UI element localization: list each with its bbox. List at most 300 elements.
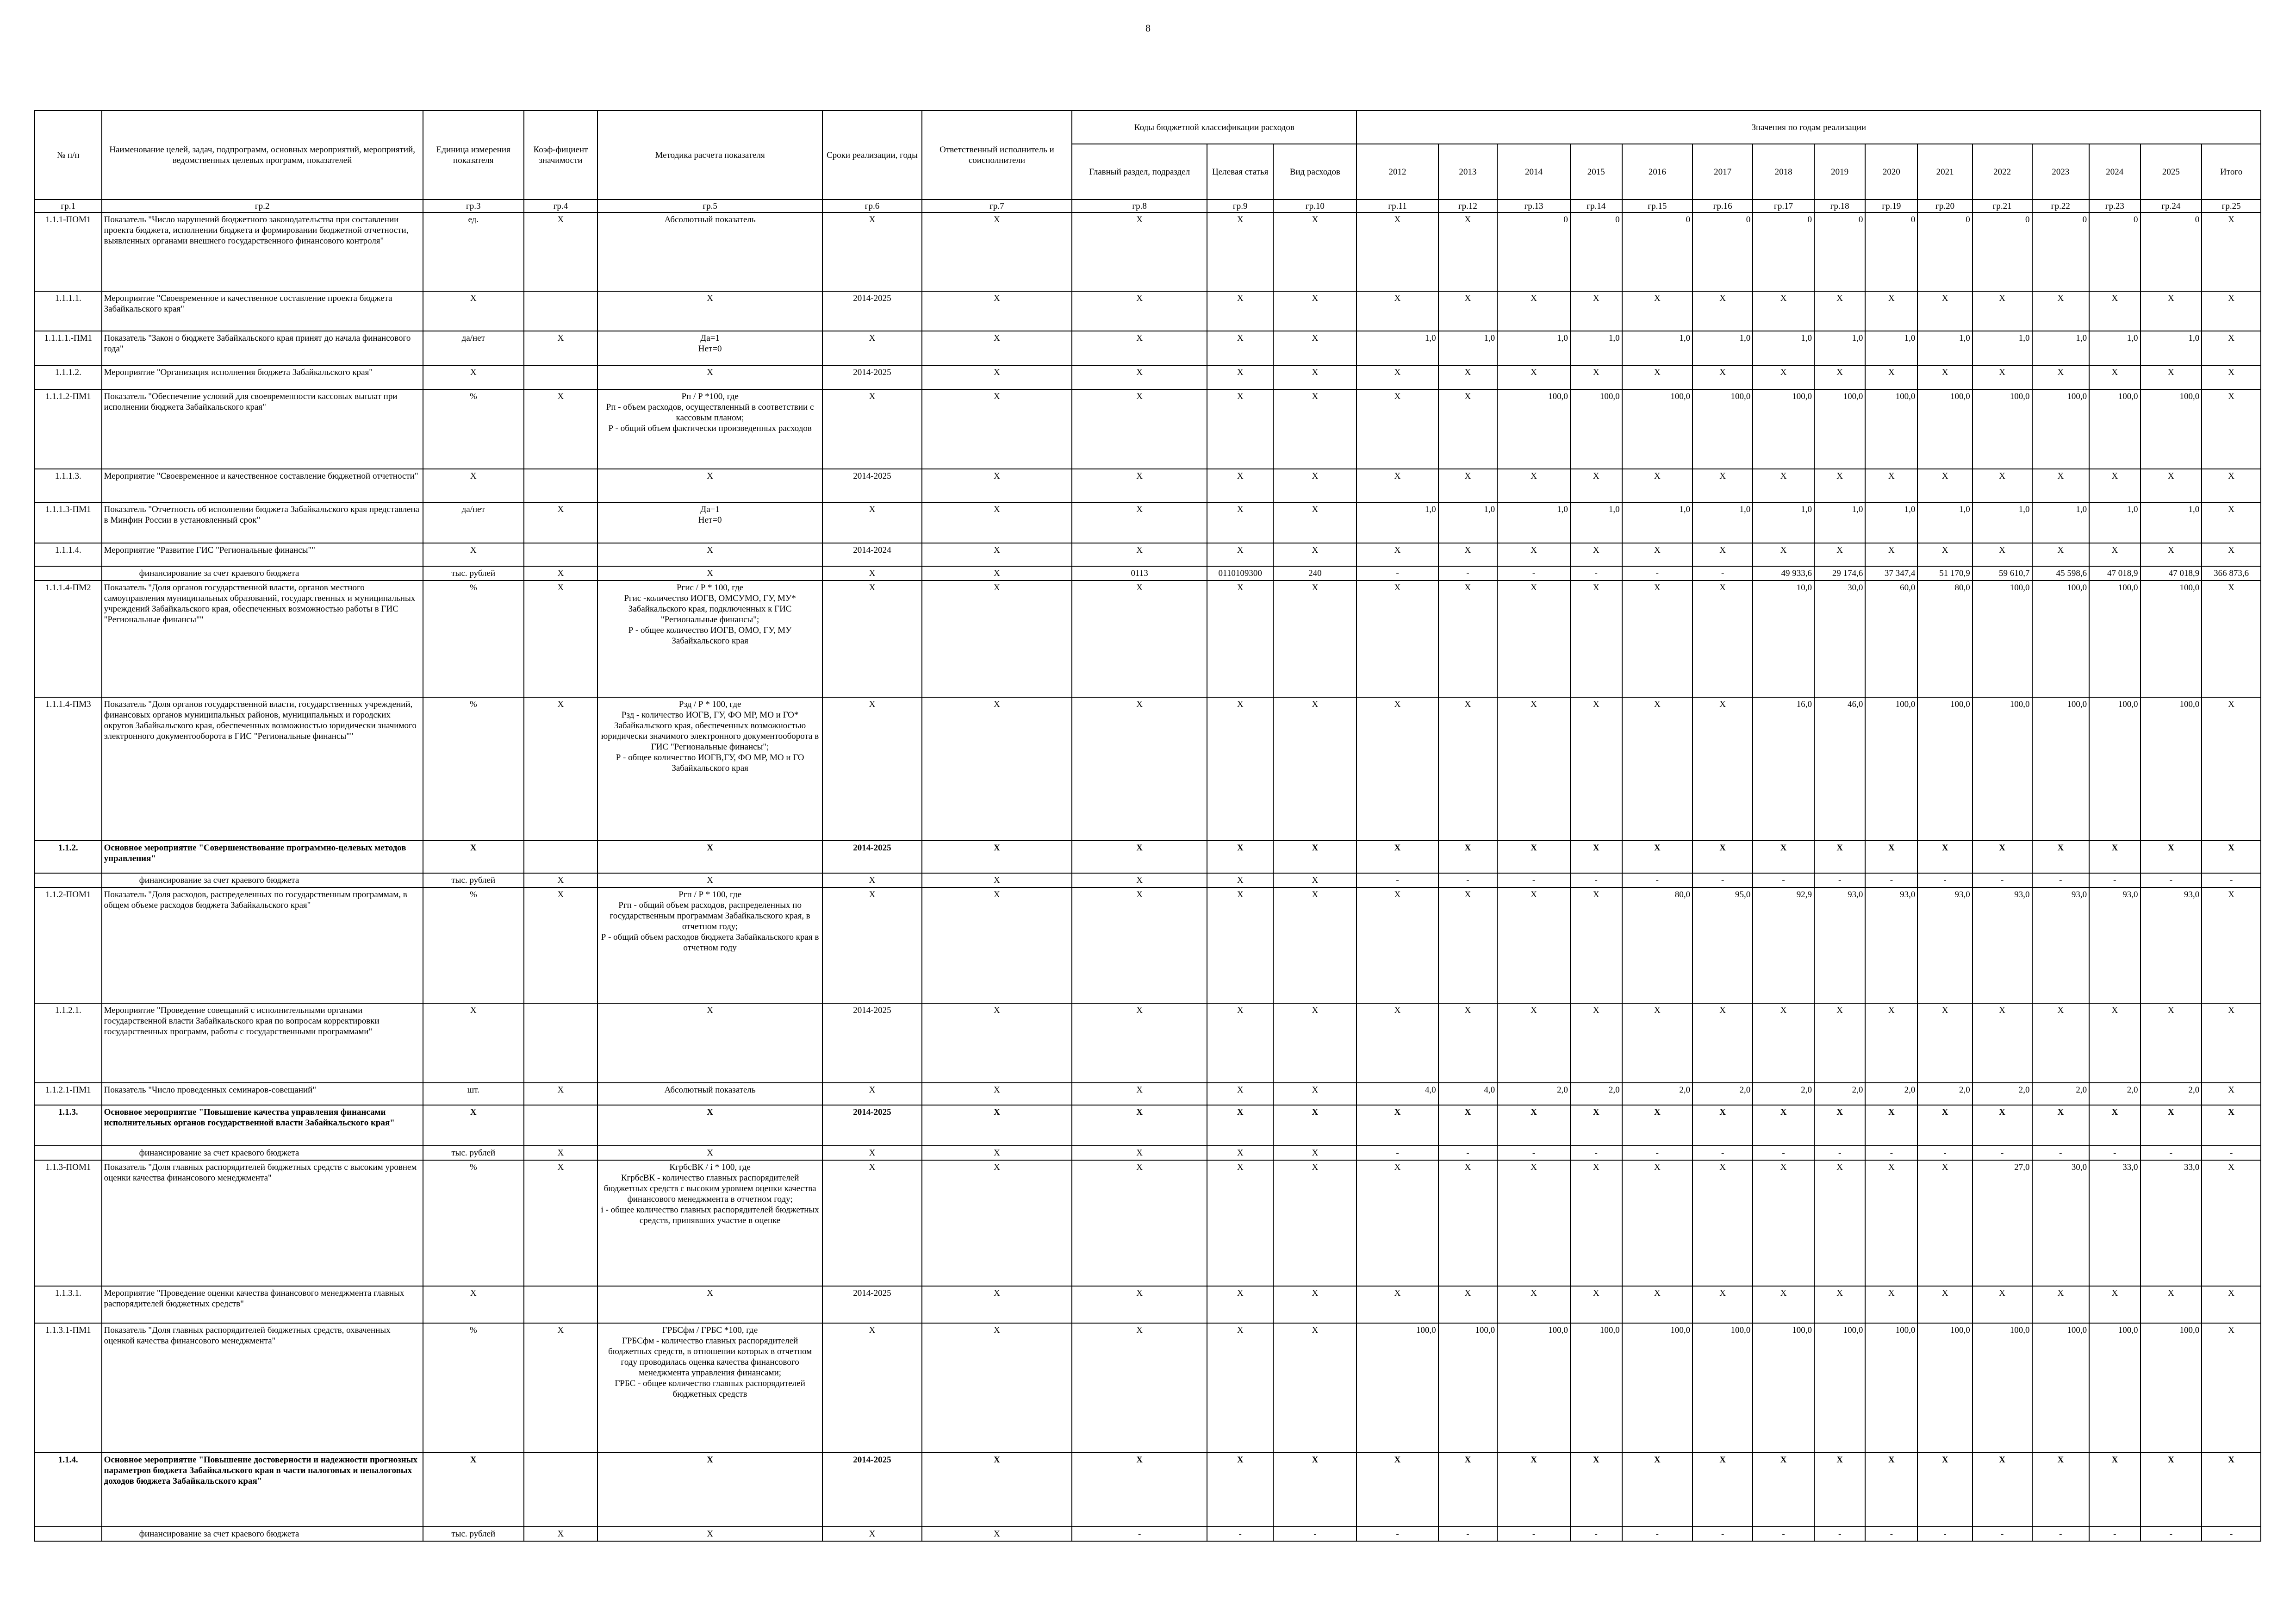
table-cell: Ргис / Р * 100, где Ргис -количество ИОГВ, ОМСУМО, ГУ, МУ* Забайкальского края, подключенных к ГИС "Региональные финансы"; Р - общее количество ИОГВ, ОМО, ГУ, МУ Забайкальского края	[597, 581, 822, 697]
table-cell: X	[1273, 697, 1356, 841]
table-cell: X	[1622, 543, 1692, 566]
table-cell: X	[922, 1146, 1072, 1160]
table-cell: 100,0	[1753, 389, 1814, 469]
table-cell: X	[1207, 697, 1273, 841]
table-cell: X	[524, 1323, 597, 1453]
table-cell: 0110109300	[1207, 566, 1273, 581]
table-cell: X	[597, 543, 822, 566]
table-cell: X	[597, 1003, 822, 1083]
table-cell: 30,0	[2032, 1160, 2090, 1286]
table-cell: 16,0	[1753, 697, 1814, 841]
group-number-cell: гр.7	[922, 200, 1072, 212]
table-cell: 1,0	[2089, 331, 2140, 365]
table-cell: X	[1207, 873, 1273, 887]
table-cell: 1,0	[1917, 331, 1972, 365]
table-cell: -	[1356, 1146, 1438, 1160]
table-cell: X	[423, 841, 524, 873]
table-cell: X	[1438, 697, 1498, 841]
table-cell: X	[524, 212, 597, 291]
table-cell: X	[1273, 1146, 1356, 1160]
table-cell: %	[423, 887, 524, 1003]
table-cell: 366 873,6	[2202, 566, 2261, 581]
table-cell: X	[1814, 291, 1865, 331]
table-cell: -	[1622, 873, 1692, 887]
table-cell: X	[922, 331, 1072, 365]
table-cell: 1,0	[1753, 502, 1814, 543]
row-name-cell: Показатель "Доля расходов, распределенных по государственным программам, в общем объеме расходов бюджета Забайкальского края"	[102, 887, 423, 1003]
table-cell: X	[2032, 1105, 2090, 1146]
table-cell: X	[1207, 543, 1273, 566]
table-cell: X	[822, 873, 921, 887]
table-cell: X	[1972, 291, 2032, 331]
table-cell: %	[423, 581, 524, 697]
table-cell: 60,0	[1865, 581, 1917, 697]
table-row	[35, 212, 2261, 291]
table-cell: X	[1207, 469, 1273, 502]
table-cell: X	[1497, 291, 1570, 331]
table-cell: 95,0	[1692, 887, 1753, 1003]
table-cell: 100,0	[1917, 697, 1972, 841]
table-cell: -	[1753, 1527, 1814, 1541]
indicators-table	[34, 110, 2261, 1542]
table-row	[35, 697, 2261, 841]
table-cell: X	[2032, 543, 2090, 566]
table-cell: -	[1497, 1146, 1570, 1160]
table-cell: X	[2032, 1453, 2090, 1527]
table-cell: X	[922, 1453, 1072, 1527]
table-cell: Абсолютный показатель	[597, 212, 822, 291]
table-cell: X	[2202, 1083, 2261, 1105]
table-cell: X	[2140, 469, 2202, 502]
table-cell: X	[524, 1527, 597, 1541]
group-number-cell: гр.24	[2140, 200, 2202, 212]
table-cell: X	[1438, 543, 1498, 566]
table-cell: 29 174,6	[1814, 566, 1865, 581]
table-cell: X	[423, 1003, 524, 1083]
table-cell: X	[1207, 1323, 1273, 1453]
table-cell: -	[1438, 566, 1498, 581]
table-row	[35, 1146, 2261, 1160]
table-cell: X	[1207, 1453, 1273, 1527]
table-cell: 93,0	[2140, 887, 2202, 1003]
table-cell: X	[1865, 1160, 1917, 1286]
table-cell: X	[1072, 1286, 1207, 1323]
table-cell: X	[597, 1453, 822, 1527]
table-cell: -	[1207, 1527, 1273, 1541]
table-cell: X	[2089, 365, 2140, 389]
group-number-cell: гр.21	[1972, 200, 2032, 212]
table-cell: X	[822, 502, 921, 543]
table-cell: X	[1497, 543, 1570, 566]
table-cell: X	[1207, 1146, 1273, 1160]
table-cell: -	[1356, 566, 1438, 581]
table-cell: X	[524, 331, 597, 365]
table-cell: X	[1917, 1286, 1972, 1323]
table-cell: X	[1570, 841, 1622, 873]
header-name: Наименование целей, задач, подпрограмм, основных мероприятий, мероприятий, ведомственных целевых программ, показателей	[102, 111, 423, 200]
table-cell: 0	[2032, 212, 2090, 291]
table-cell: X	[1356, 1286, 1438, 1323]
row-name-cell: Показатель "Доля главных распорядителей бюджетных средств, охваченных оценкой качества финансового менеджмента"	[102, 1323, 423, 1453]
table-cell	[524, 365, 597, 389]
row-number-cell	[35, 1527, 102, 1541]
table-cell: 100,0	[1917, 1323, 1972, 1453]
table-cell: 1,0	[1622, 331, 1692, 365]
table-cell: -	[2089, 873, 2140, 887]
table-cell: шт.	[423, 1083, 524, 1105]
table-cell: X	[1972, 1003, 2032, 1083]
table-cell: X	[1570, 291, 1622, 331]
table-cell: -	[1497, 873, 1570, 887]
table-cell: X	[1692, 1286, 1753, 1323]
table-cell: -	[1865, 1146, 1917, 1160]
header-year: 2025	[2140, 144, 2202, 200]
table-cell: X	[1356, 543, 1438, 566]
table-cell: X	[1753, 841, 1814, 873]
table-cell: 0113	[1072, 566, 1207, 581]
table-cell: X	[1814, 1453, 1865, 1527]
table-cell: X	[2140, 1286, 2202, 1323]
table-cell: X	[1273, 581, 1356, 697]
table-cell: X	[1356, 887, 1438, 1003]
table-cell: X	[1753, 1453, 1814, 1527]
table-cell: 100,0	[2089, 697, 2140, 841]
table-cell: X	[1917, 291, 1972, 331]
table-cell: Да=1 Нет=0	[597, 502, 822, 543]
table-cell: 0	[2089, 212, 2140, 291]
table-cell: X	[1072, 331, 1207, 365]
table-cell: X	[1917, 469, 1972, 502]
table-cell: X	[1207, 581, 1273, 697]
table-cell: X	[2202, 1453, 2261, 1527]
table-cell: X	[1753, 543, 1814, 566]
table-cell: X	[922, 1083, 1072, 1105]
group-number-cell: гр.3	[423, 200, 524, 212]
table-cell: X	[922, 502, 1072, 543]
header-unit: Единица измерения показателя	[423, 111, 524, 200]
table-cell: 1,0	[1570, 502, 1622, 543]
table-cell	[524, 469, 597, 502]
table-cell: X	[2032, 1003, 2090, 1083]
table-cell: 1,0	[2140, 502, 2202, 543]
table-cell: Ргп / Р * 100, где Ргп - общий объем расходов, распределенных по государственным программам Забайкальского края, в отчетном году; Р - общий объем расходов бюджета Забайкальского края в отчетном году	[597, 887, 822, 1003]
row-name-cell: Мероприятие "Проведение совещаний с исполнительными органами государственной власти Забайкальского края по вопросам корректировки государственных программ, работы с государственными программами"	[102, 1003, 423, 1083]
table-cell: X	[1072, 1105, 1207, 1146]
group-number-cell: гр.16	[1692, 200, 1753, 212]
table-cell: X	[1622, 1003, 1692, 1083]
table-cell: X	[1497, 469, 1570, 502]
table-cell: -	[1865, 1527, 1917, 1541]
table-cell: X	[1273, 1286, 1356, 1323]
table-row	[35, 1003, 2261, 1083]
table-cell: X	[2202, 365, 2261, 389]
table-cell: X	[1814, 1160, 1865, 1286]
table-cell: -	[1438, 1527, 1498, 1541]
table-cell: X	[922, 566, 1072, 581]
table-row	[35, 581, 2261, 697]
table-cell: X	[922, 212, 1072, 291]
table-cell: X	[1273, 331, 1356, 365]
table-cell: 59 610,7	[1972, 566, 2032, 581]
table-cell: -	[2089, 1527, 2140, 1541]
table-cell: 100,0	[1692, 1323, 1753, 1453]
table-cell: X	[2089, 469, 2140, 502]
row-name-cell: Показатель "Число проведенных семинаров-совещаний"	[102, 1083, 423, 1105]
header-year: 2013	[1438, 144, 1498, 200]
table-cell: -	[1570, 1527, 1622, 1541]
row-name-cell: Мероприятие "Своевременное и качественное составление проекта бюджета Забайкальского края"	[102, 291, 423, 331]
table-cell: 93,0	[2089, 887, 2140, 1003]
table-cell: X	[922, 1105, 1072, 1146]
table-cell: X	[1814, 365, 1865, 389]
table-cell: X	[1972, 543, 2032, 566]
table-cell: 100,0	[1917, 389, 1972, 469]
table-cell: 100,0	[1570, 389, 1622, 469]
header-year: Итого	[2202, 144, 2261, 200]
table-cell: X	[1072, 1160, 1207, 1286]
row-number-cell: 1.1.1.2.	[35, 365, 102, 389]
table-cell: X	[1438, 887, 1498, 1003]
table-cell: Рзд / Р * 100, где Рзд - количество ИОГВ, ГУ, ФО МР, МО и ГО* Забайкальского края, обеспеченных возможностью юридически значимого электронного документооборота в ГИС "Региональные финансы"; Р - общее количество ИОГВ,ГУ, ФО МР, МО и ГО Забайкальского края	[597, 697, 822, 841]
table-cell: X	[1497, 1105, 1570, 1146]
table-cell: 100,0	[1972, 697, 2032, 841]
table-cell: X	[1207, 887, 1273, 1003]
table-cell: X	[1072, 469, 1207, 502]
table-cell: 2,0	[1570, 1083, 1622, 1105]
row-name-cell: финансирование за счет краевого бюджета	[102, 566, 423, 581]
table-cell: X	[524, 1160, 597, 1286]
table-cell: X	[1356, 365, 1438, 389]
table-cell: 100,0	[1622, 1323, 1692, 1453]
table-cell: Рп / Р *100, где Рп - объем расходов, осуществленный в соответствии с кассовым планом; Р - общий объем фактически произведенных расходов	[597, 389, 822, 469]
table-cell: X	[1622, 291, 1692, 331]
table-cell: X	[1207, 1160, 1273, 1286]
table-cell: X	[1356, 1105, 1438, 1146]
table-cell: 100,0	[2089, 1323, 2140, 1453]
table-cell: ед.	[423, 212, 524, 291]
row-number-cell	[35, 873, 102, 887]
row-name-cell: Мероприятие "Развитие ГИС "Региональные финансы""	[102, 543, 423, 566]
table-cell: 1,0	[1692, 502, 1753, 543]
table-cell: X	[1356, 841, 1438, 873]
row-name-cell: Основное мероприятие "Повышение качества управления финансами исполнительных органов государственной власти Забайкальского края"	[102, 1105, 423, 1146]
table-cell: X	[1273, 1105, 1356, 1146]
table-cell: 0	[1972, 212, 2032, 291]
table-cell: 2014-2025	[822, 1453, 921, 1527]
table-cell: X	[1207, 502, 1273, 543]
table-cell: X	[1438, 1286, 1498, 1323]
table-cell: 27,0	[1972, 1160, 2032, 1286]
table-cell: 240	[1273, 566, 1356, 581]
table-row	[35, 502, 2261, 543]
table-cell: X	[524, 873, 597, 887]
table-cell: X	[2140, 1003, 2202, 1083]
table-cell	[524, 543, 597, 566]
table-cell: X	[1438, 389, 1498, 469]
header-code-article: Целевая статья	[1207, 144, 1273, 200]
group-number-cell: гр.19	[1865, 200, 1917, 212]
table-cell: X	[2140, 1105, 2202, 1146]
table-cell: %	[423, 697, 524, 841]
table-cell: X	[524, 566, 597, 581]
table-cell: X	[1753, 291, 1814, 331]
table-cell: X	[822, 1160, 921, 1286]
table-cell: 4,0	[1356, 1083, 1438, 1105]
row-name-cell: Показатель "Число нарушений бюджетного законодательства при составлении проекта бюджета, исполнении бюджета и формировании бюджетной отчетности, выявленных органами внешнего государственного финансового контроля"	[102, 212, 423, 291]
table-cell: X	[1207, 1286, 1273, 1323]
table-cell	[524, 841, 597, 873]
table-cell: -	[1622, 566, 1692, 581]
table-cell: X	[423, 1286, 524, 1323]
header-code-section: Главный раздел, подраздел	[1072, 144, 1207, 200]
table-cell: 1,0	[1865, 331, 1917, 365]
table-cell: X	[524, 1146, 597, 1160]
row-number-cell: 1.1.2.	[35, 841, 102, 873]
table-cell: X	[1356, 1003, 1438, 1083]
table-cell: тыс. рублей	[423, 566, 524, 581]
group-number-cell: гр.10	[1273, 200, 1356, 212]
table-cell: X	[1072, 1146, 1207, 1160]
table-cell: -	[2202, 1527, 2261, 1541]
row-number-cell: 1.1.3.1.	[35, 1286, 102, 1323]
table-cell: X	[423, 1453, 524, 1527]
table-cell: X	[1692, 1003, 1753, 1083]
table-cell: X	[1622, 841, 1692, 873]
table-cell: X	[1356, 1453, 1438, 1527]
table-cell: X	[423, 543, 524, 566]
table-cell: X	[1917, 1105, 1972, 1146]
table-cell: X	[1570, 581, 1622, 697]
table-cell: X	[1917, 1453, 1972, 1527]
header-responsible: Ответственный исполнитель и соисполнители	[922, 111, 1072, 200]
table-cell: X	[2032, 291, 2090, 331]
table-cell: %	[423, 1323, 524, 1453]
row-number-cell: 1.1.3.	[35, 1105, 102, 1146]
table-cell: X	[2202, 212, 2261, 291]
table-cell: X	[2140, 291, 2202, 331]
row-name-cell: Основное мероприятие "Совершенствование программно-целевых методов управления"	[102, 841, 423, 873]
table-cell: X	[1273, 212, 1356, 291]
table-cell: X	[822, 1527, 921, 1541]
table-cell: X	[822, 887, 921, 1003]
table-cell: X	[2140, 365, 2202, 389]
table-cell: 100,0	[1865, 697, 1917, 841]
table-cell: X	[922, 697, 1072, 841]
table-cell: 100,0	[2032, 389, 2090, 469]
table-cell: -	[1692, 566, 1753, 581]
table-cell: 0	[1497, 212, 1570, 291]
table-cell: 1,0	[1497, 502, 1570, 543]
table-cell: -	[2140, 873, 2202, 887]
table-cell: X	[922, 1003, 1072, 1083]
row-number-cell: 1.1.4.	[35, 1453, 102, 1527]
table-cell: X	[1865, 365, 1917, 389]
table-cell: X	[1622, 697, 1692, 841]
table-cell: 1,0	[1692, 331, 1753, 365]
table-cell: X	[1438, 212, 1498, 291]
table-cell: 30,0	[1814, 581, 1865, 697]
table-cell: 0	[1622, 212, 1692, 291]
table-cell: X	[1622, 1160, 1692, 1286]
table-cell: -	[2202, 873, 2261, 887]
table-cell: X	[2089, 841, 2140, 873]
table-cell: X	[922, 581, 1072, 697]
header-method: Методика расчета показателя	[597, 111, 822, 200]
table-cell: 51 170,9	[1917, 566, 1972, 581]
table-cell: X	[1814, 1003, 1865, 1083]
table-cell: X	[1072, 1323, 1207, 1453]
table-cell: X	[922, 1286, 1072, 1323]
table-cell: 0	[2140, 212, 2202, 291]
table-cell: X	[1072, 873, 1207, 887]
table-cell: X	[922, 1323, 1072, 1453]
table-cell: X	[1438, 581, 1498, 697]
table-cell: X	[1273, 1003, 1356, 1083]
table-cell: X	[597, 566, 822, 581]
table-cell: X	[1497, 697, 1570, 841]
table-cell: X	[1438, 841, 1498, 873]
table-cell: X	[922, 365, 1072, 389]
table-cell: X	[1072, 887, 1207, 1003]
row-name-cell: Показатель "Закон о бюджете Забайкальского края принят до начала финансового года"	[102, 331, 423, 365]
table-cell: X	[597, 365, 822, 389]
table-cell: 0	[1753, 212, 1814, 291]
table-cell: X	[1072, 389, 1207, 469]
header-year: 2015	[1570, 144, 1622, 200]
table-cell: X	[1207, 291, 1273, 331]
table-cell: X	[2089, 291, 2140, 331]
table-cell: -	[1814, 1146, 1865, 1160]
table-cell: X	[2032, 1286, 2090, 1323]
table-cell: X	[1207, 212, 1273, 291]
row-name-cell: финансирование за счет краевого бюджета	[102, 1527, 423, 1541]
group-number-cell: гр.1	[35, 200, 102, 212]
table-cell: 2,0	[1753, 1083, 1814, 1105]
table-cell: 1,0	[1917, 502, 1972, 543]
table-cell: X	[1753, 365, 1814, 389]
table-cell: 2,0	[2140, 1083, 2202, 1105]
table-cell: X	[822, 331, 921, 365]
table-cell: X	[1865, 543, 1917, 566]
table-cell: X	[1072, 543, 1207, 566]
group-number-cell: гр.18	[1814, 200, 1865, 212]
table-row	[35, 887, 2261, 1003]
table-cell: 0	[1570, 212, 1622, 291]
table-cell: X	[822, 1323, 921, 1453]
table-cell: 100,0	[1865, 389, 1917, 469]
table-cell: -	[2032, 873, 2090, 887]
table-cell: X	[822, 1083, 921, 1105]
table-cell: X	[423, 1105, 524, 1146]
table-cell	[524, 291, 597, 331]
table-cell: 2,0	[1814, 1083, 1865, 1105]
table-row	[35, 1453, 2261, 1527]
table-cell: X	[822, 389, 921, 469]
table-cell: %	[423, 1160, 524, 1286]
row-number-cell: 1.1.2.1-ПМ1	[35, 1083, 102, 1105]
table-cell: X	[922, 873, 1072, 887]
table-cell: X	[524, 389, 597, 469]
table-cell: 2,0	[1497, 1083, 1570, 1105]
table-row	[35, 1105, 2261, 1146]
table-cell: 100,0	[2089, 581, 2140, 697]
row-number-cell: 1.1.1.4-ПМ2	[35, 581, 102, 697]
row-name-cell: Показатель "Отчетность об исполнении бюджета Забайкальского края представлена в Минфин России в установленный срок"	[102, 502, 423, 543]
table-cell: 46,0	[1814, 697, 1865, 841]
table-cell: X	[822, 566, 921, 581]
table-cell: 37 347,4	[1865, 566, 1917, 581]
table-cell	[524, 1286, 597, 1323]
